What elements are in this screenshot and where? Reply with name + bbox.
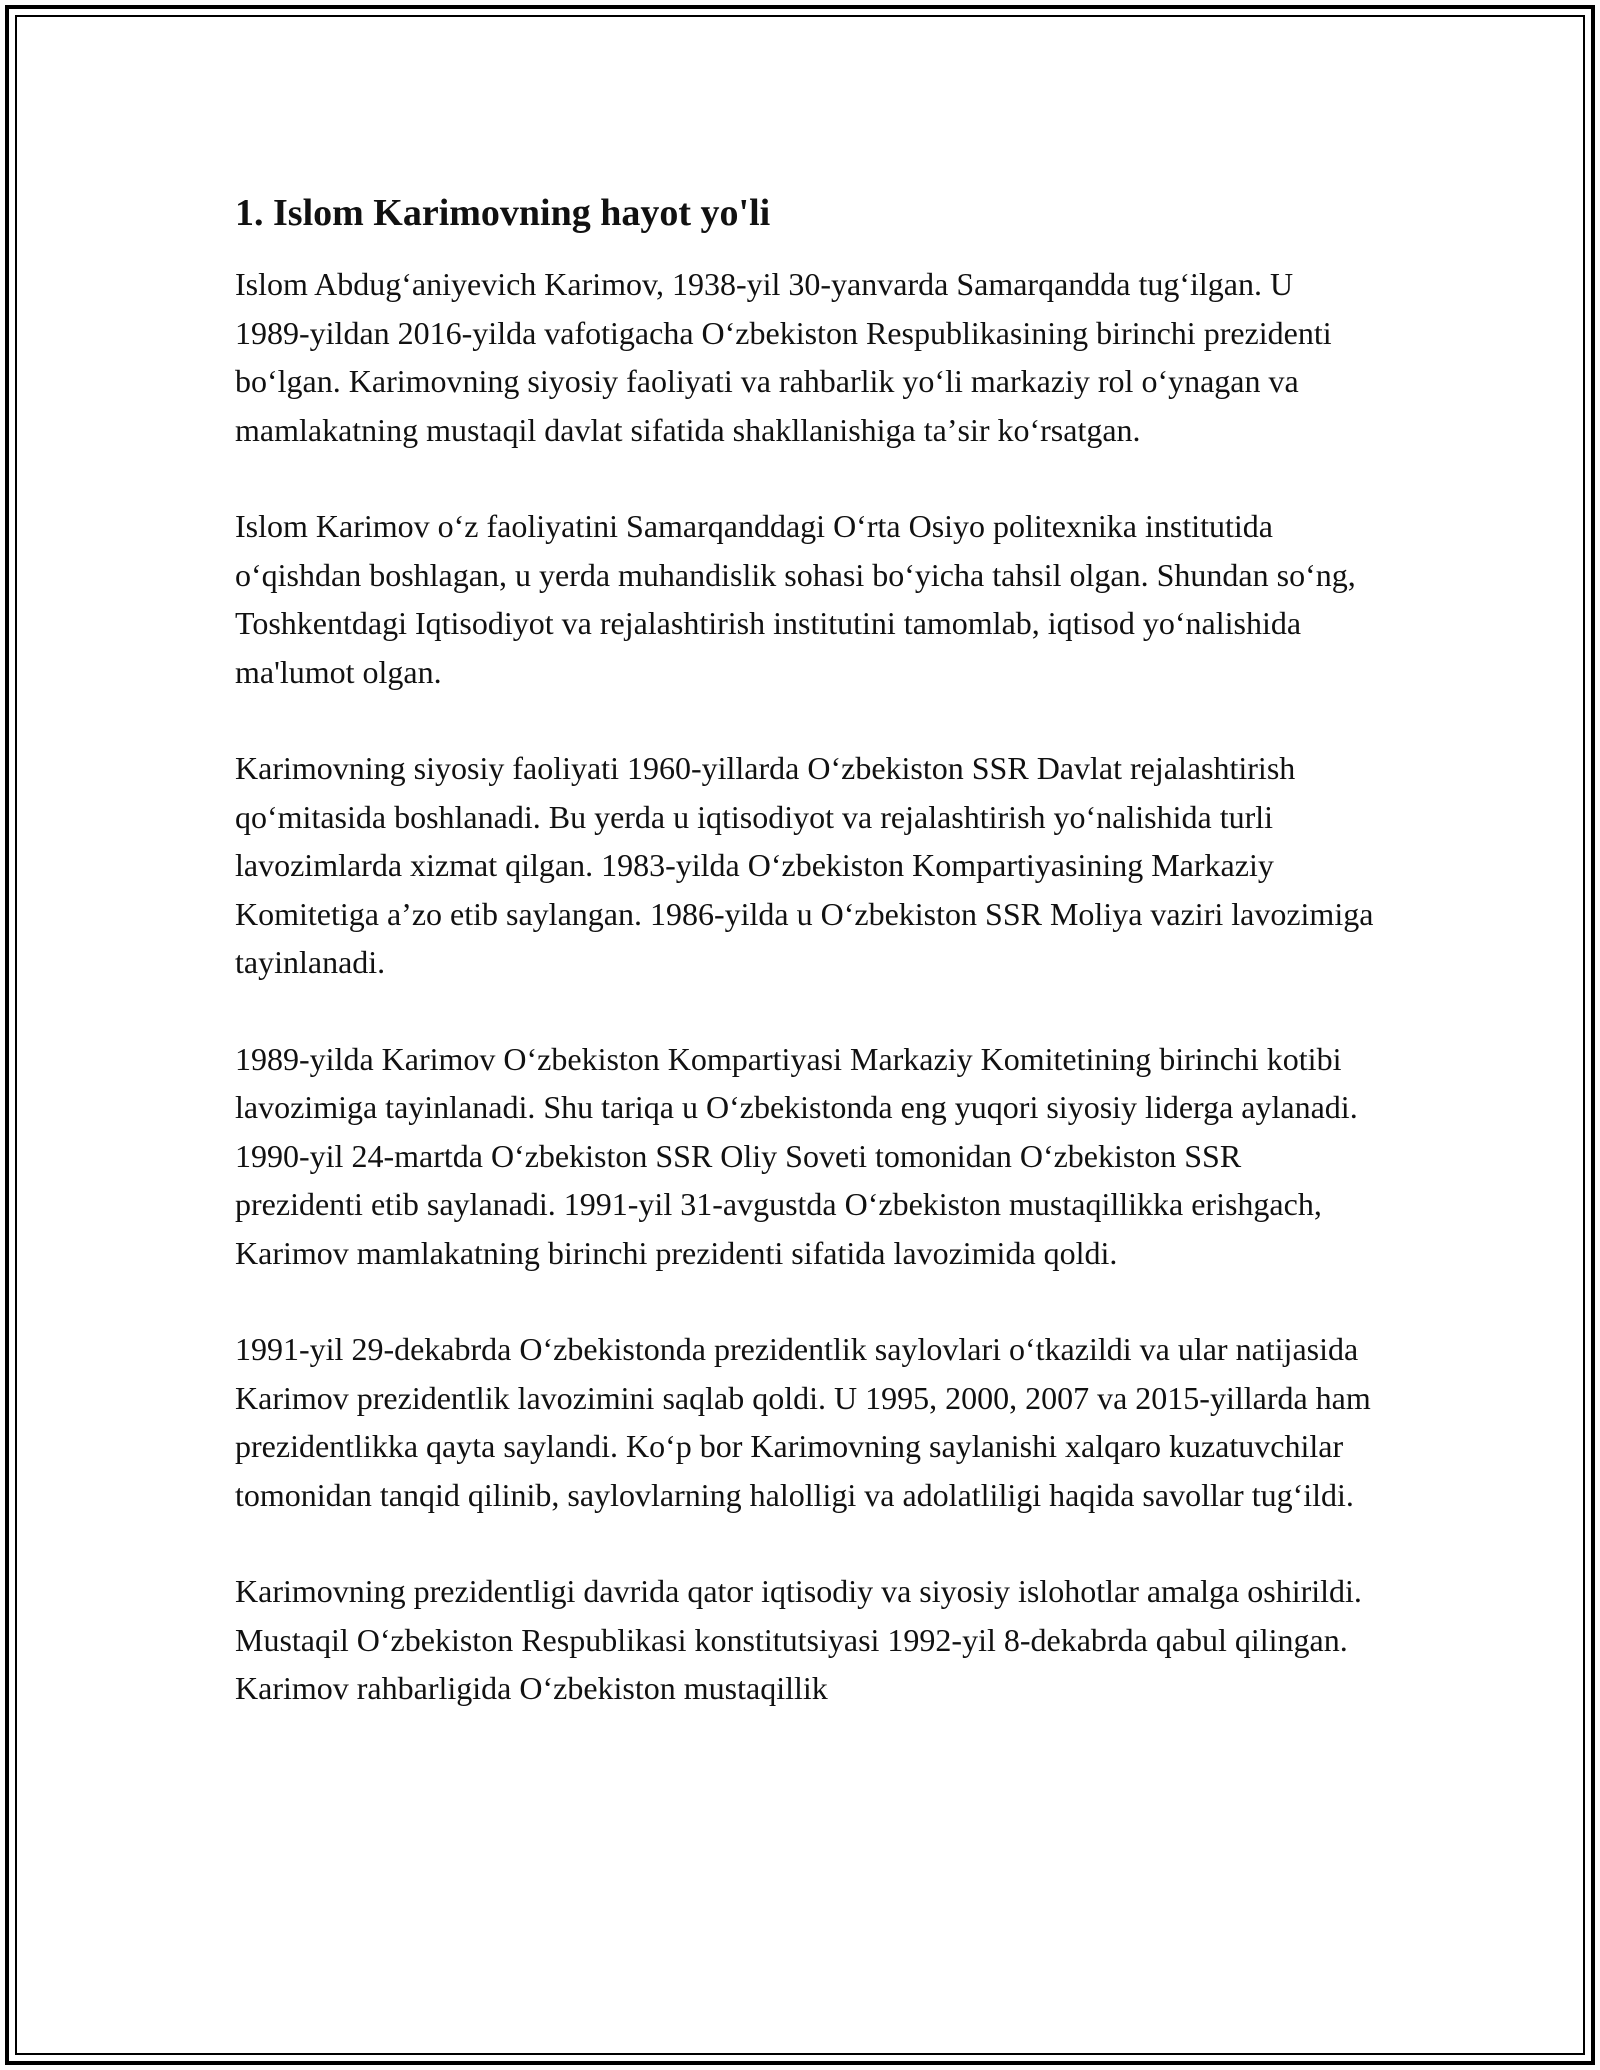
paragraph-1: Islom Abdugʻaniyevich Karimov, 1938-yil 30-yanvarda Samarqandda tugʻilgan. U 1989-yildan 2016-yilda vafotigacha Oʻzbekiston Respublikasining birinchi prezidenti boʻlgan. Karimovning siyosiy faoliyati va rahbarlik yoʻli markaziy rol oʻynagan va mamlakatning mustaqil davlat sifatida shakllanishiga taʼsir koʻrsatgan.	[235, 266, 1332, 448]
paragraph-6: Karimovning prezidentligi davrida qator iqtisodiy va siyosiy islohotlar amalga oshirildi. Mustaqil Oʻzbekiston Respublikasi konstitutsiyasi 1992-yil 8-dekabrda qabul qilingan. Karimov rahbarligida Oʻzbekiston mustaqillik	[235, 1573, 1362, 1706]
paragraph-5: 1991-yil 29-dekabrda Oʻzbekistonda prezidentlik saylovlari oʻtkazildi va ular natijasida Karimov prezidentlik lavozimini saqlab qoldi. U 1995, 2000, 2007 va 2015-yillarda ham prezidentlikka qayta saylandi. Koʻp bor Karimovning saylanishi xalqaro kuzatuvchilar tomonidan tanqid qilinib, saylovlarning halolligi va adolatliligi haqida savollar tugʻildi.	[235, 1331, 1371, 1513]
document-body	[235, 188, 1375, 1761]
paragraph-4: 1989-yilda Karimov Oʻzbekiston Kompartiyasi Markaziy Komitetining birinchi kotibi lavozimiga tayinlanadi. Shu tariqa u Oʻzbekistonda eng yuqori siyosiy liderga aylanadi. 1990-yil 24-martda Oʻzbekiston SSR Oliy Soveti tomonidan Oʻzbekiston SSR prezidenti etib saylanadi. 1991-yil 31-avgustda Oʻzbekiston mustaqillikka erishgach, Karimov mamlakatning birinchi prezidenti sifatida lavozimida qoldi.	[235, 1040, 1358, 1271]
paragraph-2: Islom Karimov oʻz faoliyatini Samarqanddagi Oʻrta Osiyo politexnika institutida oʻqishdan boshlagan, u yerda muhandislik sohasi boʻyicha tahsil olgan. Shundan soʻng, Toshkentdagi Iqtisodiyot va rejalashtirish institutini tamomlab, iqtisod yoʻnalishida ma'lumot olgan.	[235, 508, 1356, 690]
section-heading: 1. Islom Karimovning hayot yo'li	[235, 192, 771, 234]
paragraph-3: Karimovning siyosiy faoliyati 1960-yillarda Oʻzbekiston SSR Davlat rejalashtirish qoʻmitasida boshlanadi. Bu yerda u iqtisodiyot va rejalashtirish yoʻnalishida turli lavozimlarda xizmat qilgan. 1983-yilda Oʻzbekiston Kompartiyasining Markaziy Komitetiga aʼzo etib saylangan. 1986-yilda u Oʻzbekiston SSR Moliya vaziri lavozimiga tayinlanadi.	[235, 750, 1374, 980]
